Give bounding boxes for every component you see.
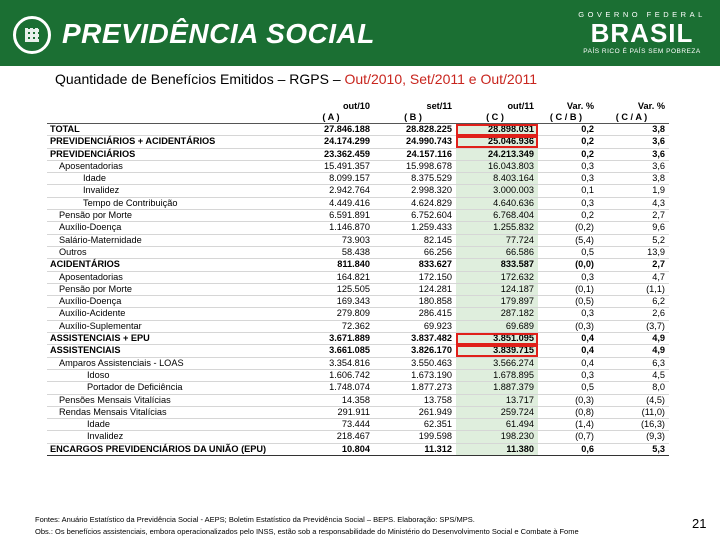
cell-a: 3.354.816 xyxy=(292,357,374,369)
cell-a: 23.362.459 xyxy=(292,148,374,160)
table-row xyxy=(47,173,669,185)
cell-vcb: (0,1) xyxy=(538,283,598,295)
cell-label: Auxílio-Suplementar xyxy=(47,320,292,332)
cell-b: 3.826.170 xyxy=(374,345,456,357)
cell-c: 69.689 xyxy=(456,320,538,332)
cell-vca: 4,3 xyxy=(598,197,669,209)
cell-c: 259.724 xyxy=(456,406,538,418)
cell-vcb: 0,2 xyxy=(538,148,598,160)
cell-label: Auxílio-Acidente xyxy=(47,308,292,320)
cell-label: Idoso xyxy=(47,369,292,381)
table-row xyxy=(47,148,669,160)
cell-vca: 6,2 xyxy=(598,296,669,308)
cell-vca: 5,2 xyxy=(598,234,669,246)
cell-vcb: 0,3 xyxy=(538,369,598,381)
table-row xyxy=(47,419,669,431)
cell-c: 3.566.274 xyxy=(456,357,538,369)
header-banner xyxy=(0,0,720,66)
cell-b: 82.145 xyxy=(374,234,456,246)
cell-label: Idade xyxy=(47,173,292,185)
cell-b: 4.624.829 xyxy=(374,197,456,209)
cell-c: 61.494 xyxy=(456,419,538,431)
page-title xyxy=(55,71,537,87)
cell-label: PREVIDENCIÁRIOS + ACIDENTÁRIOS xyxy=(47,136,292,148)
cell-vca: 3,6 xyxy=(598,148,669,160)
cell-c: 66.586 xyxy=(456,246,538,258)
cell-c: 287.182 xyxy=(456,308,538,320)
cell-vca: 2,7 xyxy=(598,259,669,271)
cell-vcb: 0,3 xyxy=(538,308,598,320)
cell-b: 1.877.273 xyxy=(374,382,456,394)
cell-vca: 3,8 xyxy=(598,124,669,136)
header-cb: ( C / B ) xyxy=(538,112,598,124)
table-body xyxy=(47,124,669,456)
header-a: ( A ) xyxy=(292,112,374,124)
cell-b: 13.758 xyxy=(374,394,456,406)
cell-c: 198.230 xyxy=(456,431,538,443)
cell-label: Tempo de Contribuição xyxy=(47,197,292,209)
cell-label: Pensão por Morte xyxy=(47,283,292,295)
cell-vca: (9,3) xyxy=(598,431,669,443)
cell-vcb: 0,3 xyxy=(538,173,598,185)
table-row xyxy=(47,333,669,345)
cell-vca: (4,5) xyxy=(598,394,669,406)
cell-vcb: 0,4 xyxy=(538,333,598,345)
cell-c: 1.255.832 xyxy=(456,222,538,234)
cell-b: 124.281 xyxy=(374,283,456,295)
cell-vcb: 0,3 xyxy=(538,160,598,172)
table-row xyxy=(47,406,669,418)
cell-b: 199.598 xyxy=(374,431,456,443)
cell-a: 1.146.870 xyxy=(292,222,374,234)
cell-vca: 2,6 xyxy=(598,308,669,320)
cell-a: 125.505 xyxy=(292,283,374,295)
page-number: 21 xyxy=(692,516,707,531)
cell-label: Auxílio-Doença xyxy=(47,222,292,234)
cell-vcb: (0,5) xyxy=(538,296,598,308)
cell-b: 8.375.529 xyxy=(374,173,456,185)
cell-a: 8.099.157 xyxy=(292,173,374,185)
previdencia-logo-icon xyxy=(13,16,51,54)
cell-a: 72.362 xyxy=(292,320,374,332)
table-row xyxy=(47,283,669,295)
cell-vcb: 0,2 xyxy=(538,210,598,222)
cell-b: 24.157.116 xyxy=(374,148,456,160)
cell-label: Salário-Maternidade xyxy=(47,234,292,246)
cell-b: 15.998.678 xyxy=(374,160,456,172)
table-row xyxy=(47,382,669,394)
cell-vca: (1,1) xyxy=(598,283,669,295)
cell-label: PREVIDENCIÁRIOS xyxy=(47,148,292,160)
cell-vca: 3,6 xyxy=(598,160,669,172)
cell-c: 28.898.031 xyxy=(456,124,538,136)
header-label-cell xyxy=(47,101,292,112)
header-c: ( C ) xyxy=(456,112,538,124)
benefits-table xyxy=(47,101,669,456)
cell-vcb: (0,0) xyxy=(538,259,598,271)
header-b: ( B ) xyxy=(374,112,456,124)
cell-b: 261.949 xyxy=(374,406,456,418)
cell-c: 4.640.636 xyxy=(456,197,538,209)
cell-vca: (16,3) xyxy=(598,419,669,431)
cell-a: 279.809 xyxy=(292,308,374,320)
cell-a: 811.840 xyxy=(292,259,374,271)
cell-label: ASSISTENCIAIS + EPU xyxy=(47,333,292,345)
cell-b: 62.351 xyxy=(374,419,456,431)
cell-c: 24.213.349 xyxy=(456,148,538,160)
cell-label: TOTAL xyxy=(47,124,292,136)
cell-label: Idade xyxy=(47,419,292,431)
cell-b: 2.998.320 xyxy=(374,185,456,197)
cell-c: 6.768.404 xyxy=(456,210,538,222)
cell-a: 10.804 xyxy=(292,443,374,455)
table-row xyxy=(47,308,669,320)
cell-a: 291.911 xyxy=(292,406,374,418)
table-row xyxy=(47,136,669,148)
table-row xyxy=(47,296,669,308)
cell-vca: 1,9 xyxy=(598,185,669,197)
cell-vcb: (0,3) xyxy=(538,320,598,332)
cell-b: 1.259.433 xyxy=(374,222,456,234)
cell-vcb: 0,1 xyxy=(538,185,598,197)
cell-vca: 6,3 xyxy=(598,357,669,369)
cell-b: 24.990.743 xyxy=(374,136,456,148)
cell-vcb: 0,4 xyxy=(538,345,598,357)
cell-a: 14.358 xyxy=(292,394,374,406)
cell-b: 28.828.225 xyxy=(374,124,456,136)
cell-b: 69.923 xyxy=(374,320,456,332)
cell-label: ENCARGOS PREVIDENCIÁRIOS DA UNIÃO (EPU) xyxy=(47,443,292,455)
cell-a: 1.606.742 xyxy=(292,369,374,381)
table-row xyxy=(47,197,669,209)
cell-vcb: 0,3 xyxy=(538,271,598,283)
table-row xyxy=(47,259,669,271)
cell-a: 73.903 xyxy=(292,234,374,246)
cell-vca: 4,7 xyxy=(598,271,669,283)
cell-vcb: 0,4 xyxy=(538,357,598,369)
table-row xyxy=(47,431,669,443)
cell-b: 286.415 xyxy=(374,308,456,320)
footer-sources: Fontes: Anuário Estatístico da Previdência Social - AEPS; Boletim Estatístico da Previdência Social – BEPS. Elaboração: SPS/MPS. xyxy=(35,515,475,524)
gov-name: BRASIL xyxy=(590,18,694,48)
cell-a: 169.343 xyxy=(292,296,374,308)
cell-c: 16.043.803 xyxy=(456,160,538,172)
cell-vcb: 0,5 xyxy=(538,382,598,394)
cell-a: 164.821 xyxy=(292,271,374,283)
cell-vca: 13,9 xyxy=(598,246,669,258)
cell-vcb: 0,2 xyxy=(538,124,598,136)
cell-label: Pensões Mensais Vitalícias xyxy=(47,394,292,406)
header-out11: out/11 xyxy=(507,101,534,111)
gov-slogan: PAÍS RICO É PAÍS SEM POBREZA xyxy=(583,48,701,55)
cell-a: 27.846.188 xyxy=(292,124,374,136)
table-row xyxy=(47,345,669,357)
table-row xyxy=(47,160,669,172)
cell-b: 172.150 xyxy=(374,271,456,283)
cell-b: 180.858 xyxy=(374,296,456,308)
table-row xyxy=(47,210,669,222)
cell-vcb: (0,7) xyxy=(538,431,598,443)
cell-b: 1.673.190 xyxy=(374,369,456,381)
cell-label: Amparos Assistenciais - LOAS xyxy=(47,357,292,369)
cell-c: 1.678.895 xyxy=(456,369,538,381)
title-prefix: Quantidade de Benefícios Emitidos – RGPS – xyxy=(55,71,345,87)
header-var-ca: Var. % xyxy=(637,101,665,111)
cell-c: 172.632 xyxy=(456,271,538,283)
cell-b: 66.256 xyxy=(374,246,456,258)
cell-b: 6.752.604 xyxy=(374,210,456,222)
cell-label: Auxílio-Doença xyxy=(47,296,292,308)
cell-a: 4.449.416 xyxy=(292,197,374,209)
cell-vcb: (0,2) xyxy=(538,222,598,234)
table-row xyxy=(47,394,669,406)
cell-a: 24.174.299 xyxy=(292,136,374,148)
cell-a: 3.671.889 xyxy=(292,333,374,345)
cell-vcb: 0,3 xyxy=(538,197,598,209)
cell-c: 13.717 xyxy=(456,394,538,406)
footer-note: Obs.: Os benefícios assistenciais, embora operacionalizados pelo INSS, estão sob a responsabilidade do Ministério do Desenvolvimento Social e Combate à Fome xyxy=(35,527,579,536)
table-row xyxy=(47,271,669,283)
cell-label: ASSISTENCIAIS xyxy=(47,345,292,357)
cell-a: 15.491.357 xyxy=(292,160,374,172)
cell-vca: 4,5 xyxy=(598,369,669,381)
table-row xyxy=(47,185,669,197)
cell-b: 3.837.482 xyxy=(374,333,456,345)
cell-label: Aposentadorias xyxy=(47,271,292,283)
cell-vca: 2,7 xyxy=(598,210,669,222)
cell-vca: 4,9 xyxy=(598,345,669,357)
brand-title: PREVIDÊNCIA SOCIAL xyxy=(62,18,375,49)
table-row xyxy=(47,443,669,455)
cell-c: 124.187 xyxy=(456,283,538,295)
cell-vcb: (0,3) xyxy=(538,394,598,406)
cell-vca: 3,8 xyxy=(598,173,669,185)
header-set11: set/11 xyxy=(426,101,452,111)
cell-c: 11.380 xyxy=(456,443,538,455)
cell-a: 1.748.074 xyxy=(292,382,374,394)
cell-label: ACIDENTÁRIOS xyxy=(47,259,292,271)
cell-vcb: 0,6 xyxy=(538,443,598,455)
table-row xyxy=(47,320,669,332)
cell-vcb: (5,4) xyxy=(538,234,598,246)
cell-label: Invalidez xyxy=(47,431,292,443)
cell-vca: (3,7) xyxy=(598,320,669,332)
table-row xyxy=(47,234,669,246)
cell-vcb: (1,4) xyxy=(538,419,598,431)
cell-a: 218.467 xyxy=(292,431,374,443)
table-row xyxy=(47,222,669,234)
cell-label: Pensão por Morte xyxy=(47,210,292,222)
title-periods: Out/2010, Set/2011 e Out/2011 xyxy=(344,71,538,87)
cell-vca: 9,6 xyxy=(598,222,669,234)
table-row xyxy=(47,357,669,369)
benefits-table-container xyxy=(47,101,669,456)
cell-label: Invalidez xyxy=(47,185,292,197)
cell-vca: (11,0) xyxy=(598,406,669,418)
gov-label: GOVERNO FEDERAL xyxy=(578,10,706,19)
cell-a: 58.438 xyxy=(292,246,374,258)
cell-vca: 4,9 xyxy=(598,333,669,345)
cell-label: Portador de Deficiência xyxy=(47,382,292,394)
cell-c: 3.839.715 xyxy=(456,345,538,357)
table-row xyxy=(47,124,669,136)
cell-c: 25.046.936 xyxy=(456,136,538,148)
cell-b: 3.550.463 xyxy=(374,357,456,369)
cell-vca: 5,3 xyxy=(598,443,669,455)
table-row xyxy=(47,369,669,381)
cell-a: 6.591.891 xyxy=(292,210,374,222)
cell-a: 73.444 xyxy=(292,419,374,431)
cell-c: 77.724 xyxy=(456,234,538,246)
header-var-cb: Var. % xyxy=(566,101,594,111)
header-ca: ( C / A ) xyxy=(598,112,669,124)
cell-label: Outros xyxy=(47,246,292,258)
cell-vcb: 0,2 xyxy=(538,136,598,148)
cell-c: 179.897 xyxy=(456,296,538,308)
cell-c: 3.851.095 xyxy=(456,333,538,345)
cell-b: 833.627 xyxy=(374,259,456,271)
cell-a: 2.942.764 xyxy=(292,185,374,197)
cell-label: Aposentadorias xyxy=(47,160,292,172)
cell-b: 11.312 xyxy=(374,443,456,455)
cell-vcb: 0,5 xyxy=(538,246,598,258)
header-label-cell-2 xyxy=(47,112,292,124)
table-row xyxy=(47,246,669,258)
header-out10: out/10 xyxy=(342,101,370,111)
cell-label: Rendas Mensais Vitalícias xyxy=(47,406,292,418)
cell-c: 833.587 xyxy=(456,259,538,271)
cell-vca: 3,6 xyxy=(598,136,669,148)
cell-vcb: (0,8) xyxy=(538,406,598,418)
cell-a: 3.661.085 xyxy=(292,345,374,357)
cell-c: 8.403.164 xyxy=(456,173,538,185)
cell-c: 3.000.003 xyxy=(456,185,538,197)
cell-vca: 8,0 xyxy=(598,382,669,394)
cell-c: 1.887.379 xyxy=(456,382,538,394)
